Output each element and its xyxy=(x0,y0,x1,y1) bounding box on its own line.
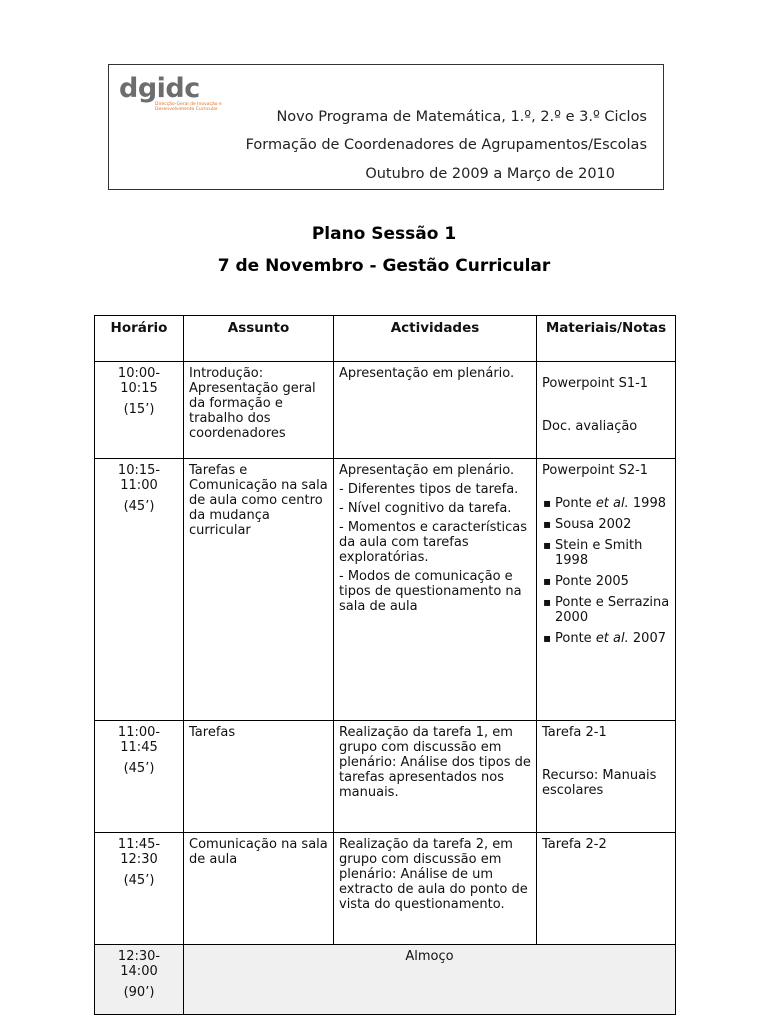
activity-item: Apresentação em plenário. xyxy=(339,463,515,478)
time-cell xyxy=(95,459,184,721)
header-line-3: Outubro de 2009 a Março de 2010 xyxy=(365,166,615,182)
document-header xyxy=(108,64,664,190)
column-header: Horário xyxy=(95,316,184,362)
subject-cell: Tarefas xyxy=(184,721,334,833)
time-range: 10:15-11:00 xyxy=(117,463,161,493)
column-header: Actividades xyxy=(334,316,537,362)
activity-item: - Nível cognitivo da tarefa. xyxy=(339,501,512,516)
table-row xyxy=(95,459,676,721)
time-range: 10:00-10:15 xyxy=(117,366,161,396)
materials-cell xyxy=(537,362,676,459)
material-item: Tarefa 2-1 xyxy=(542,725,607,740)
session-plan-table xyxy=(94,315,676,1015)
reference-item: ▪ Ponte e Serrazina 2000 xyxy=(542,595,670,625)
activity-item: Apresentação em plenário. xyxy=(339,366,515,381)
activity-item: - Modos de comunicação e tipos de questionamento na sala de aula xyxy=(339,569,522,614)
duration: (90’) xyxy=(123,985,155,1000)
page-subtitle: 7 de Novembro - Gestão Curricular xyxy=(217,256,551,276)
reference-list xyxy=(542,496,670,646)
material-item: Powerpoint S1-1 xyxy=(542,376,649,391)
duration: (15’) xyxy=(123,402,155,417)
header-line-1: Novo Programa de Matemática, 1.º, 2.º e 3.º Ciclos xyxy=(276,109,647,125)
duration: (45’) xyxy=(123,761,155,776)
time-range: 11:00-11:45 xyxy=(117,725,161,755)
reference-item: ▪ Ponte 2005 xyxy=(542,574,670,589)
page-title: Plano Sessão 1 xyxy=(311,224,457,244)
activities-cell: Realização da tarefa 1, em grupo com discussão em plenário: Análise dos tipos de tarefas apresentados nos manuais. xyxy=(334,721,537,833)
activity-item: - Diferentes tipos de tarefa. xyxy=(339,482,519,497)
column-header: Materiais/Notas xyxy=(537,316,676,362)
time-range: 12:30-14:00 xyxy=(117,949,161,979)
materials-cell xyxy=(537,833,676,945)
subject-cell: Introdução: Apresentação geral da formação e trabalho dos coordenadores xyxy=(184,362,334,459)
material-item: Doc. avaliação xyxy=(542,419,638,434)
time-cell xyxy=(95,721,184,833)
material-item: Recurso: Manuais escolares xyxy=(542,768,657,798)
column-header: Assunto xyxy=(184,316,334,362)
lunch-cell: Almoço xyxy=(184,945,676,1015)
material-item: Powerpoint S2-1 xyxy=(542,463,649,478)
reference-item: ▪ Stein e Smith 1998 xyxy=(542,538,670,568)
reference-item: ▪ Sousa 2002 xyxy=(542,517,670,532)
time-cell xyxy=(95,833,184,945)
duration: (45’) xyxy=(123,873,155,888)
dgidc-logo xyxy=(119,75,235,112)
activity-item: - Momentos e características da aula com tarefas exploratórias. xyxy=(339,520,527,565)
table-row xyxy=(95,362,676,459)
materials-cell xyxy=(537,459,676,721)
reference-item: ▪ Ponte et al. 2007 xyxy=(542,631,670,646)
activities-cell xyxy=(334,459,537,721)
table-header-row xyxy=(95,316,676,362)
table-row xyxy=(95,945,676,1015)
time-range: 11:45-12:30 xyxy=(117,837,161,867)
reference-item: ▪ Ponte et al. 1998 xyxy=(542,496,670,511)
logo-subtitle: Direcção-Geral de Inovação e Desenvolvimento Curricular xyxy=(155,102,222,112)
activities-cell: Realização da tarefa 2, em grupo com discussão em plenário: Análise de um extracto de aula do ponto de vista do questionamento. xyxy=(334,833,537,945)
material-item: Tarefa 2-2 xyxy=(542,837,607,852)
header-line-2: Formação de Coordenadores de Agrupamentos/Escolas xyxy=(245,137,647,153)
materials-cell xyxy=(537,721,676,833)
subject-cell: Tarefas e Comunicação na sala de aula como centro da mudança curricular xyxy=(184,459,334,721)
table-row xyxy=(95,833,676,945)
logo-text: dgidc xyxy=(119,73,200,104)
time-cell xyxy=(95,362,184,459)
table-row xyxy=(95,721,676,833)
subject-cell: Comunicação na sala de aula xyxy=(184,833,334,945)
activities-cell xyxy=(334,362,537,459)
duration: (45’) xyxy=(123,499,155,514)
time-cell xyxy=(95,945,184,1015)
